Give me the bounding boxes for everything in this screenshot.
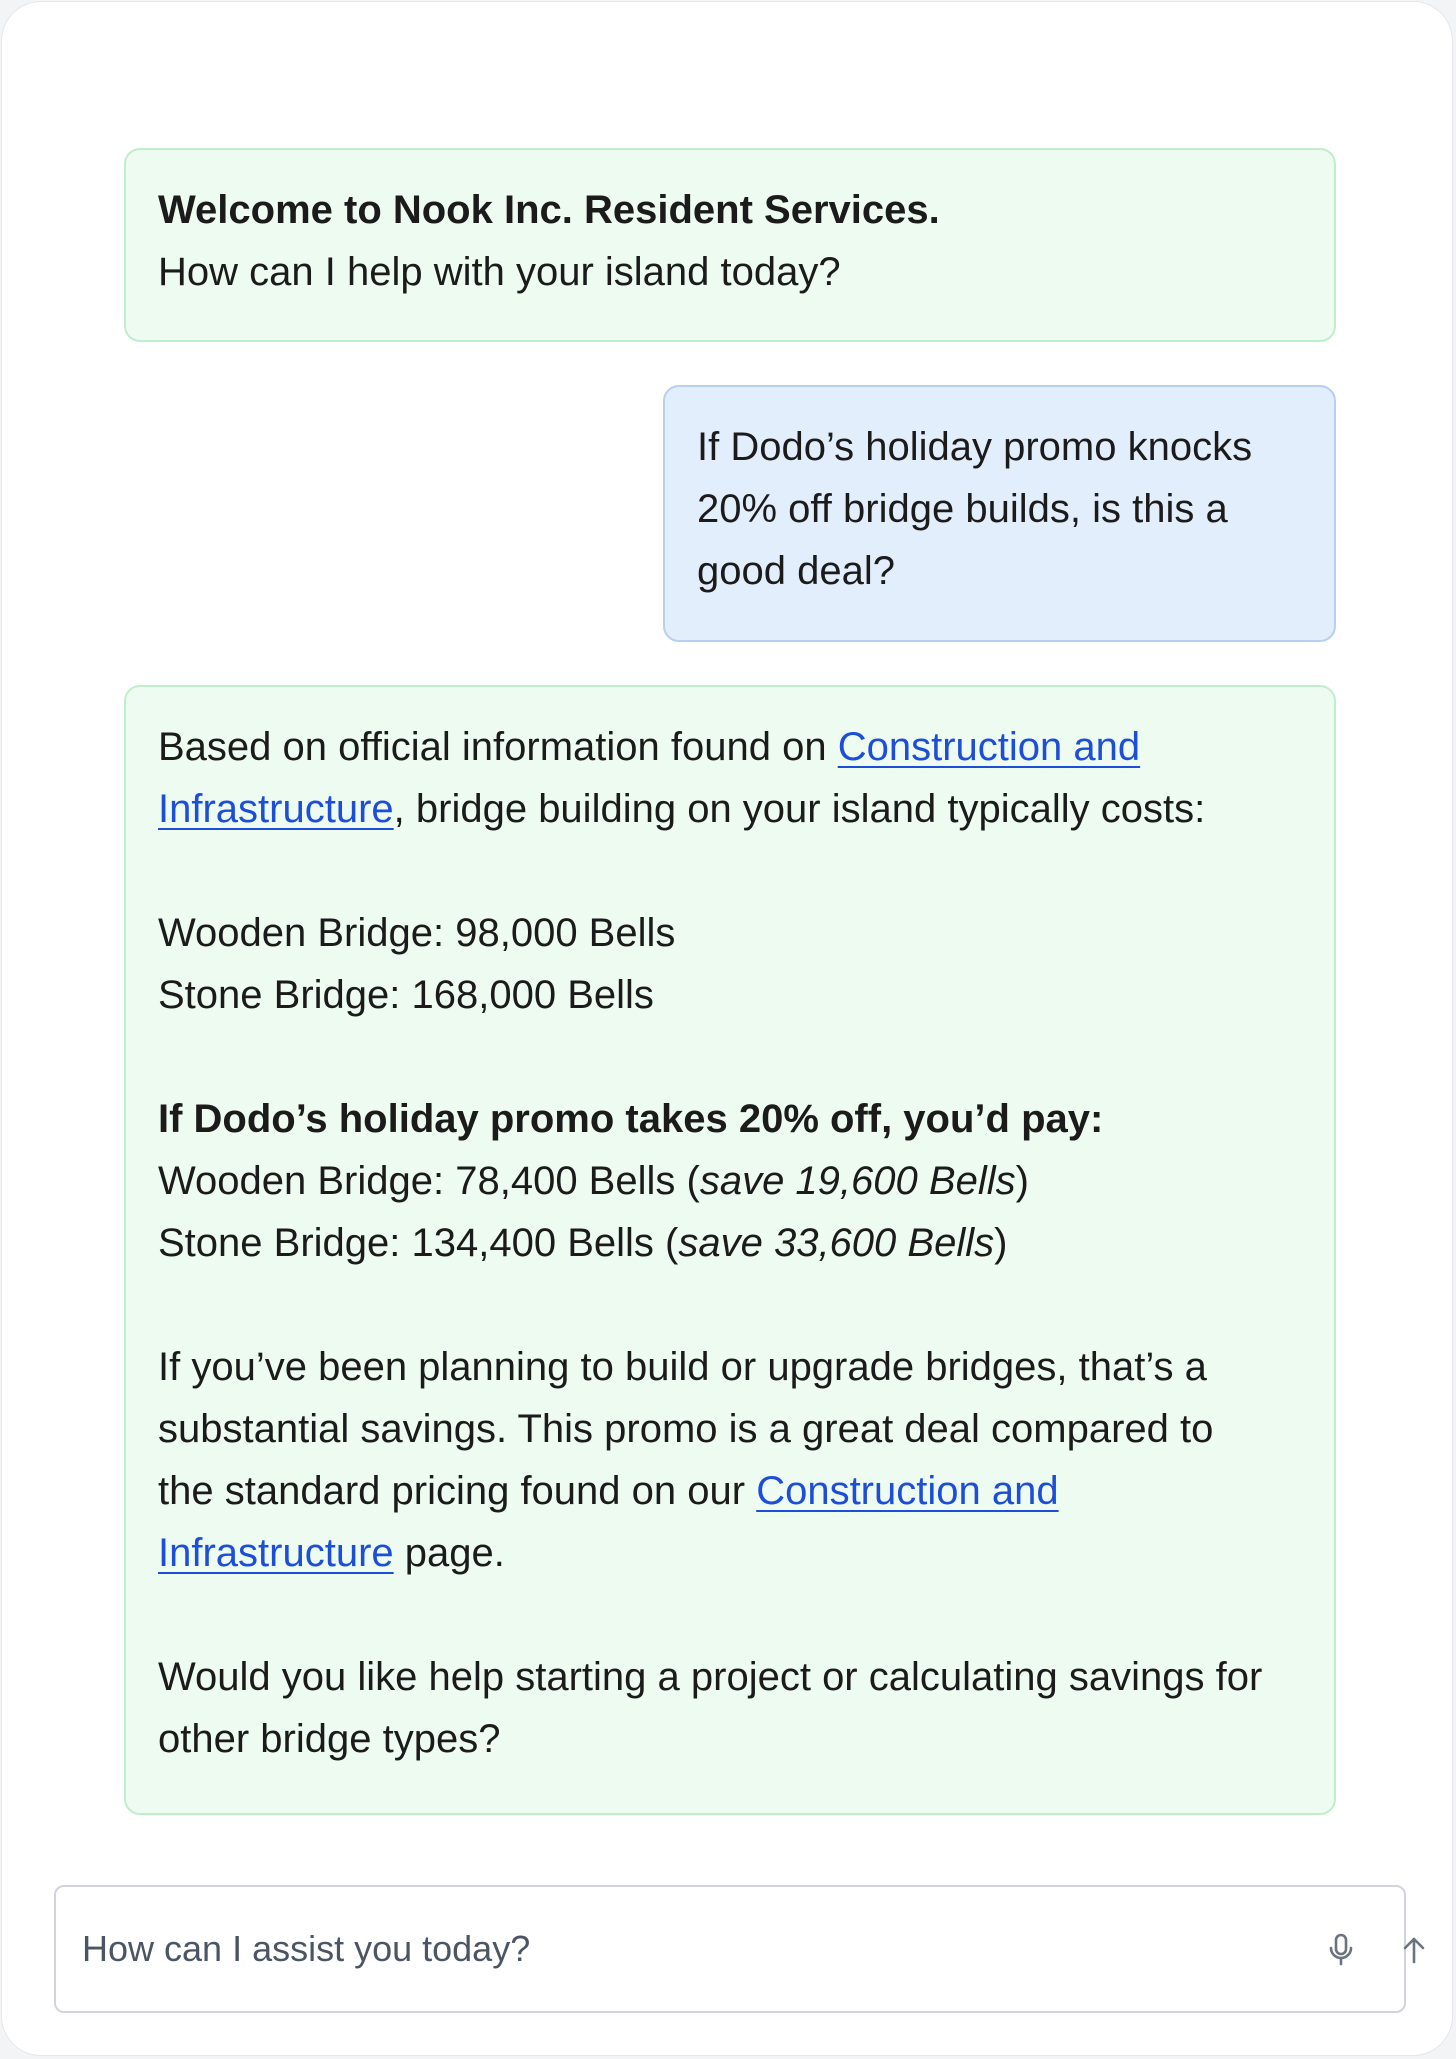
assistant-welcome-message <box>124 148 1336 342</box>
microphone-icon[interactable] <box>1318 1927 1364 1973</box>
construction-link[interactable]: Construction and <box>837 725 1141 769</box>
user-message-line: 20% off bridge builds, is this a <box>697 487 1228 531</box>
wooden-promo-price <box>158 1150 1302 1212</box>
construction-link[interactable]: Construction and <box>756 1469 1059 1513</box>
arrow-up-icon[interactable] <box>1391 1927 1437 1973</box>
wooden-promo-close: ) <box>1015 1159 1029 1203</box>
message-input[interactable] <box>82 1919 1262 1979</box>
construction-link[interactable]: Infrastructure <box>158 1531 394 1575</box>
paragraph-gap <box>158 1584 1302 1646</box>
user-message <box>663 385 1336 642</box>
stone-promo-price <box>158 1212 1302 1274</box>
paragraph-gap <box>158 840 1302 902</box>
paragraph-gap <box>158 1026 1302 1088</box>
stone-savings: save 33,600 Bells <box>678 1221 995 1265</box>
stone-promo-close: ) <box>994 1221 1008 1265</box>
stone-regular-price: Stone Bridge: 168,000 Bells <box>158 973 654 1017</box>
closing-line: Would you like help starting a project or calculating savings for <box>158 1655 1263 1699</box>
savings-line <box>158 1460 1302 1522</box>
answer-intro-line <box>158 778 1302 840</box>
message-composer <box>54 1885 1406 2013</box>
wooden-savings: save 19,600 Bells <box>699 1159 1016 1203</box>
construction-link[interactable]: Infrastructure <box>158 787 394 831</box>
user-message-line: If Dodo’s holiday promo knocks <box>697 425 1253 469</box>
savings-line <box>158 1522 1302 1584</box>
savings-text: page. <box>393 1531 505 1575</box>
answer-intro-text: Based on official information found on <box>158 725 838 769</box>
closing-line: other bridge types? <box>158 1717 501 1761</box>
answer-intro-line <box>158 716 1302 778</box>
stone-promo-text: Stone Bridge: 134,400 Bells ( <box>158 1221 679 1265</box>
savings-line: If you’ve been planning to build or upgrade bridges, that’s a <box>158 1345 1207 1389</box>
chat-window <box>1 1 1453 2056</box>
wooden-promo-text: Wooden Bridge: 78,400 Bells ( <box>158 1159 700 1203</box>
user-message-line: good deal? <box>697 549 895 593</box>
promo-heading: If Dodo’s holiday promo takes 20% off, you’d pay: <box>158 1097 1104 1141</box>
savings-line: substantial savings. This promo is a great deal compared to <box>158 1407 1214 1451</box>
answer-intro-text: , bridge building on your island typically costs: <box>393 787 1206 831</box>
welcome-subtitle: How can I help with your island today? <box>158 250 841 294</box>
wooden-regular-price: Wooden Bridge: 98,000 Bells <box>158 911 676 955</box>
paragraph-gap <box>158 1274 1302 1336</box>
assistant-answer-message <box>124 685 1336 1815</box>
savings-text: the standard pricing found on our <box>158 1469 757 1513</box>
welcome-title: Welcome to Nook Inc. Resident Services. <box>158 188 940 232</box>
